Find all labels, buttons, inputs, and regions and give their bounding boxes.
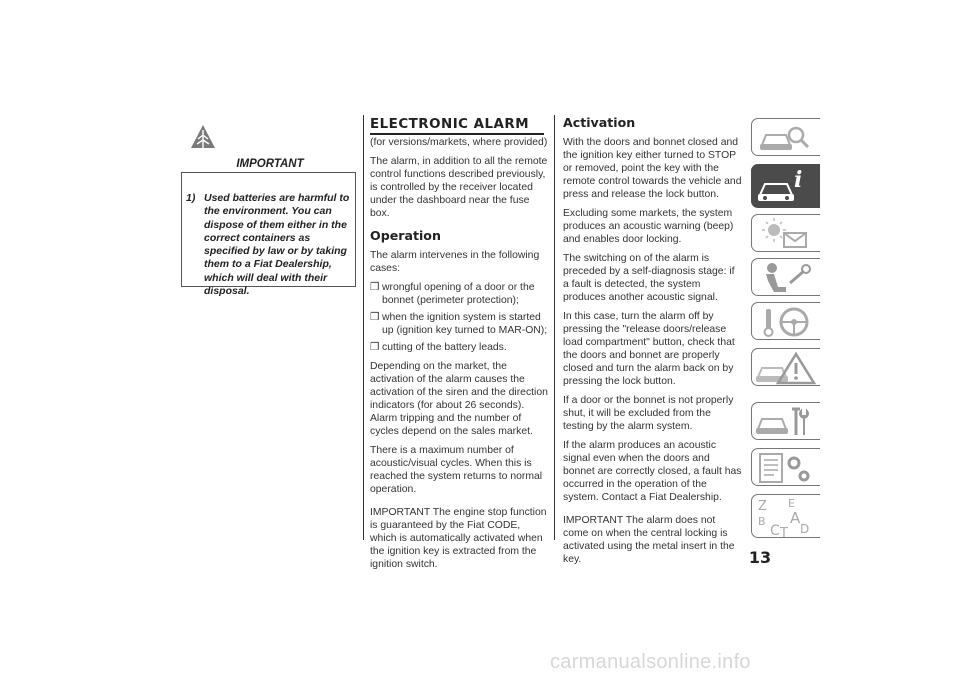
important-title: IMPORTANT bbox=[236, 158, 304, 170]
tab-car-search[interactable] bbox=[751, 118, 820, 156]
note-text: Used batteries are harmful to the environment. You can dispose of them either in the correct containers as specified by law or by taking them to a Fiat Dealership, which will deal with their disposal. bbox=[204, 192, 350, 298]
important-paragraph: IMPORTANT The alarm does not come on when the central locking is activated using the metal insert in the key. bbox=[563, 515, 735, 565]
right-column bbox=[563, 115, 743, 572]
activation-heading: Activation bbox=[563, 115, 636, 130]
paragraph: There is a maximum number of acoustic/visual cycles. When this is reached the system returns to normal operation. bbox=[370, 445, 543, 495]
leaf-icon bbox=[190, 124, 216, 152]
important-note bbox=[186, 192, 350, 298]
lights-message-icon bbox=[752, 215, 821, 253]
tab-car-tools[interactable] bbox=[751, 402, 820, 440]
operation-intro: The alarm intervenes in the following cases: bbox=[370, 250, 540, 274]
paragraph: If the alarm produces an acoustic signal even when the doors and bonnet are correctly closed, a fault has occurred in the operation of the system. Contact a Fiat Dealership. bbox=[563, 440, 742, 503]
steering-key-icon bbox=[752, 303, 821, 341]
list-item: ❒ wrongful opening of a door or the bonnet (perimeter protection); bbox=[370, 282, 535, 306]
paragraph: In this case, turn the alarm off by pressing the "release doors/release load compartment" button, check that the doors and bonnet are properly closed and turn the alarm back on by pressing the lock button. bbox=[563, 311, 735, 387]
availability-note: (for versions/markets, where provided) bbox=[370, 137, 548, 148]
column-divider bbox=[554, 115, 555, 540]
paragraph: The switching on of the alarm is preceded by a self-diagnosis stage: if a fault is detected, the system produces another acoustic signal. bbox=[563, 253, 735, 303]
svg-text:T: T bbox=[780, 526, 788, 539]
important-notes bbox=[186, 192, 350, 298]
watermark: carmanualsonline.info bbox=[550, 651, 751, 673]
checkbox-bullet-icon: ❒ bbox=[370, 312, 380, 323]
list-item: ❒ when the ignition system is started up (ignition key turned to MAR-ON); bbox=[370, 312, 548, 336]
operation-heading: Operation bbox=[370, 228, 441, 243]
page-number: 13 bbox=[748, 548, 772, 567]
tab-car-warning[interactable] bbox=[751, 348, 820, 386]
tab-list-settings[interactable] bbox=[751, 448, 820, 486]
info-glyph: i bbox=[794, 167, 803, 193]
paragraph: Depending on the market, the activation of the alarm causes the activation of the siren and the direction indicators (for about 26 seconds). Alarm tripping and the number of cycles depend on the sales market. bbox=[370, 361, 548, 437]
car-tools-icon bbox=[752, 403, 821, 441]
important-paragraph: IMPORTANT The engine stop function is guaranteed by the Fiat CODE, which is automatically activated when the ignition key is extracted from the ignition switch. bbox=[370, 507, 547, 570]
section-heading: ELECTRONIC ALARM bbox=[370, 117, 544, 135]
tab-seat-airbag[interactable] bbox=[751, 258, 820, 296]
column-divider bbox=[363, 115, 364, 540]
tab-steering-key[interactable] bbox=[751, 302, 820, 340]
list-item: ❒ cutting of the battery leads. bbox=[370, 342, 507, 353]
svg-text:E: E bbox=[788, 497, 795, 510]
intro-paragraph: The alarm, in addition to all the remote control functions described previously, is controlled by the receiver located under the dashboard near the fuse box. bbox=[370, 156, 548, 219]
svg-text:A: A bbox=[790, 509, 801, 527]
checkbox-bullet-icon: ❒ bbox=[370, 342, 380, 353]
svg-text:D: D bbox=[800, 522, 810, 536]
car-info-icon bbox=[752, 165, 821, 209]
svg-text:Z: Z bbox=[758, 499, 767, 514]
car-search-icon bbox=[752, 119, 821, 157]
paragraph: With the doors and bonnet closed and the ignition key either turned to STOP or removed, point the key with the remote control towards the vehicle and press and release the lock button. bbox=[563, 137, 742, 200]
car-warning-icon bbox=[752, 349, 821, 387]
svg-text:B: B bbox=[758, 515, 766, 528]
paragraph: If a door or the bonnet is not properly shut, it will be excluded from the testing by the alarm system. bbox=[563, 395, 734, 432]
tab-lights-message[interactable] bbox=[751, 214, 820, 252]
middle-column bbox=[370, 115, 548, 577]
paragraph: Excluding some markets, the system produces an acoustic warning (beep) and enables door locking. bbox=[563, 208, 734, 245]
note-number: 1) bbox=[186, 192, 196, 204]
tab-car-info[interactable] bbox=[751, 164, 820, 208]
list-settings-icon bbox=[752, 449, 821, 487]
svg-text:C: C bbox=[770, 523, 780, 539]
tab-alphabet-index[interactable] bbox=[751, 494, 820, 538]
seat-airbag-icon bbox=[752, 259, 821, 297]
operation-list bbox=[370, 281, 548, 354]
checkbox-bullet-icon: ❒ bbox=[370, 282, 380, 293]
alphabet-index-icon bbox=[752, 495, 821, 539]
